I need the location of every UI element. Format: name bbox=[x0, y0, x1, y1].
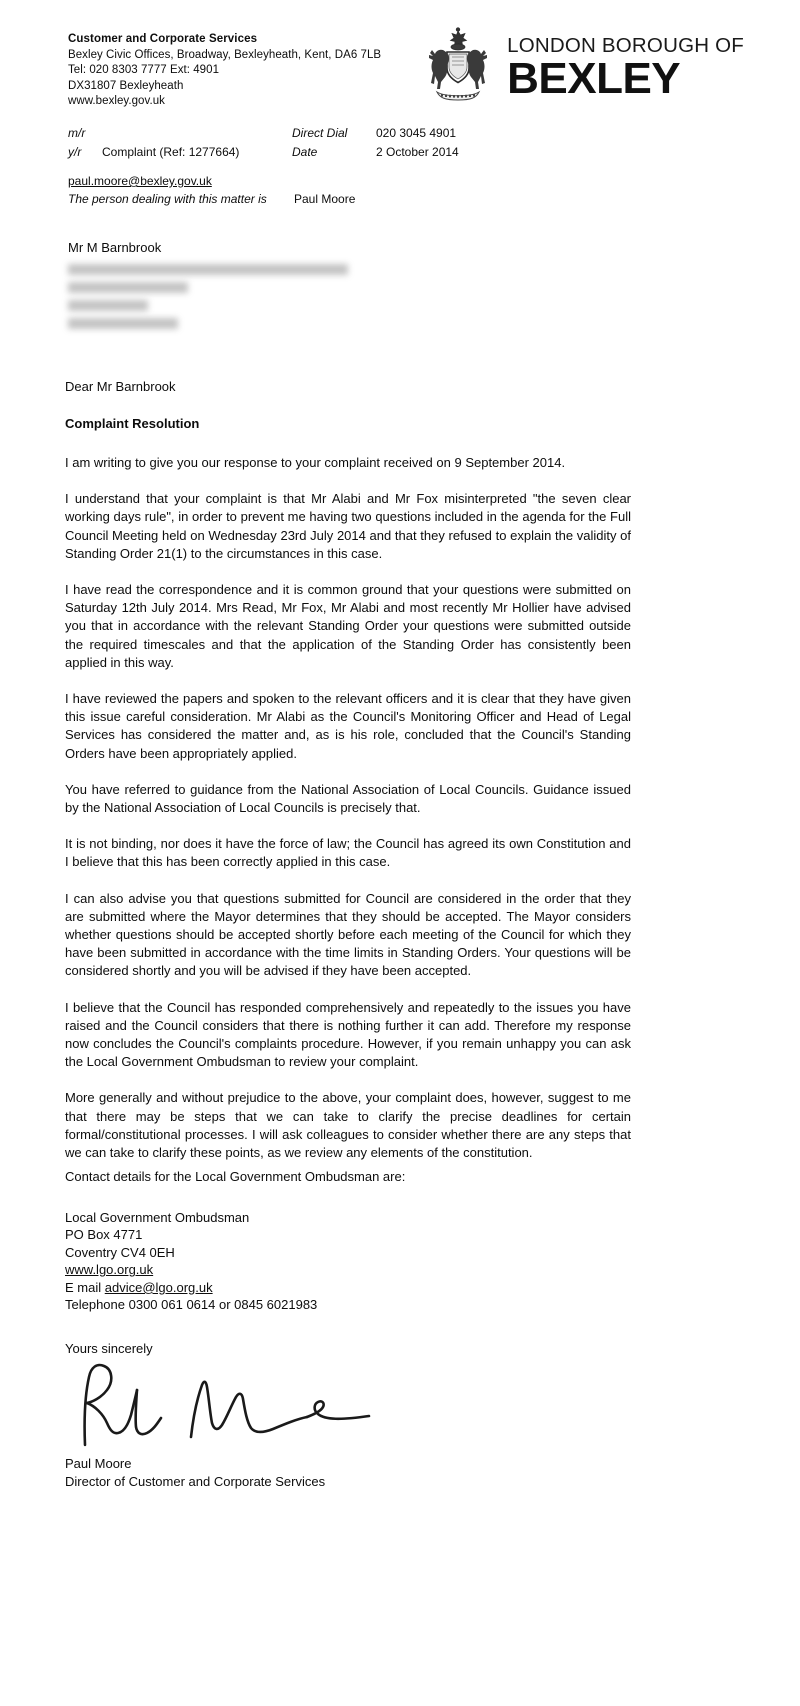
ombudsman-email-label: E mail bbox=[65, 1279, 105, 1295]
your-ref-label: y/r bbox=[68, 145, 82, 159]
contact-intro: Contact details for the Local Government Ombudsman are: bbox=[65, 1169, 406, 1185]
person-dealing-row bbox=[68, 192, 355, 206]
body-paragraph: I have read the correspondence and it is common ground that your questions were submitted on Saturday 12th July 2014. Mrs Read, Mr Fox, Mr Alabi and most recently Mr Hollier have advised you that in accordance with the relevant Standing Order your questions were submitted outside the required timescales and that the application of the Standing Order has consistently been applied in this way. bbox=[65, 582, 631, 670]
bexley-logo bbox=[419, 26, 744, 110]
our-ref-label: m/r bbox=[68, 126, 86, 140]
person-dealing-name: Paul Moore bbox=[294, 192, 356, 206]
reference-row-our-ref bbox=[68, 126, 668, 145]
letterhead-department: Customer and Corporate Services bbox=[68, 33, 258, 45]
ombudsman-name: Local Government Ombudsman bbox=[65, 1209, 250, 1225]
date-label: Date bbox=[292, 145, 318, 159]
your-ref-value: Complaint (Ref: 1277664) bbox=[102, 145, 240, 159]
signoff: Yours sincerely bbox=[65, 1341, 153, 1357]
body-paragraph: I can also advise you that questions submitted for Council are considered in the order that they are submitted where the Mayor determines that they should be accepted. The Mayor considers whether questions should be accepted shortly before each meeting of the Council for which they have been submitted in accordance with the time limits in Standing Orders. Your questions will be considered shortly and you will be advised if they have been accepted. bbox=[65, 890, 631, 979]
coat-of-arms-icon bbox=[419, 26, 497, 110]
paragraph-list bbox=[65, 454, 631, 1162]
reference-row-your-ref bbox=[68, 145, 668, 164]
body-paragraph: I understand that your complaint is that Mr Alabi and Mr Fox misinterpreted "the seven clear working days rule", in order to prevent me having two questions included in the agenda for the Full Council Meeting held on Wednesday 23rd July 2014 and that they refused to explain the validity of Standing Order 21(1) to the circumstances in this case. bbox=[65, 491, 631, 561]
body-paragraph: More generally and without prejudice to the above, your complaint does, however, suggest to me that there may be steps that we can take to clarify the precise deadlines for certain formal/constitutional processes. I will ask colleagues to consider whether there are any steps that we can take to clarify these points, as we review any elements of the constitution. bbox=[65, 1090, 631, 1161]
letterhead bbox=[68, 32, 448, 110]
body-paragraph: I believe that the Council has responded comprehensively and repeatedly to the issues you have raised and the Council considers that there is nothing further it can add. Therefore my response now concludes the Council's complaints procedure. However, if you remain unhappy you can ask the Local Government Ombudsman to review your complaint. bbox=[65, 999, 631, 1070]
subject-heading: Complaint Resolution bbox=[65, 416, 200, 431]
signature-area bbox=[65, 1359, 631, 1455]
addressee-name: Mr M Barnbrook bbox=[68, 240, 162, 255]
letterhead-address: Bexley Civic Offices, Broadway, Bexleyheath, Kent, DA6 7LB bbox=[68, 48, 382, 61]
redacted-address-line bbox=[68, 318, 178, 329]
addressee-block bbox=[68, 239, 348, 329]
logo-wordmark bbox=[507, 33, 744, 104]
letter-body bbox=[65, 378, 631, 1490]
body-paragraph: It is not binding, nor does it have the force of law; the Council has agreed its own Constitution and I believe that this has been correctly applied in this case. bbox=[65, 836, 631, 870]
redacted-address-line bbox=[68, 282, 188, 293]
redacted-address-line bbox=[68, 300, 148, 311]
handwritten-signature-icon bbox=[73, 1359, 393, 1451]
redacted-address-line bbox=[68, 264, 348, 275]
logo-bottom-line: BEXLEY bbox=[507, 54, 681, 104]
direct-dial-label: Direct Dial bbox=[292, 126, 348, 140]
signature-title: Director of Customer and Corporate Services bbox=[65, 1473, 326, 1489]
ombudsman-website-link[interactable]: www.lgo.org.uk bbox=[65, 1262, 154, 1278]
salutation: Dear Mr Barnbrook bbox=[65, 379, 176, 394]
body-paragraph: I am writing to give you our response to your complaint received on 9 September 2014. bbox=[65, 455, 566, 470]
addressee-redacted-address bbox=[68, 264, 348, 329]
letterhead-telephone: Tel: 020 8303 7777 Ext: 4901 bbox=[68, 64, 220, 76]
date-value: 2 October 2014 bbox=[376, 145, 459, 159]
ombudsman-telephone: Telephone 0300 061 0614 or 0845 6021983 bbox=[65, 1297, 318, 1313]
ombudsman-city: Coventry CV4 0EH bbox=[65, 1244, 175, 1260]
logo-top-line: LONDON BOROUGH OF bbox=[507, 33, 744, 57]
ombudsman-email-link[interactable]: advice@lgo.org.uk bbox=[104, 1279, 213, 1295]
ombudsman-contact-block bbox=[65, 1209, 631, 1315]
letterhead-dx: DX31807 Bexleyheath bbox=[68, 79, 184, 92]
signature-name: Paul Moore bbox=[65, 1456, 132, 1472]
person-dealing-label: The person dealing with this matter is bbox=[68, 192, 267, 206]
reference-block bbox=[68, 126, 668, 164]
body-paragraph: I have reviewed the papers and spoken to the relevant officers and it is clear that they have given this issue careful consideration. Mr Alabi as the Council's Monitoring Officer and Head of Legal Services has considered the matter and, as is his role, concluded that the Council's Standing Orders have been appropriately applied. bbox=[65, 691, 631, 761]
body-paragraph: You have referred to guidance from the National Association of Local Councils. Guidance issued by the National Association of Local Councils is precisely that. bbox=[65, 781, 631, 816]
ombudsman-po-box: PO Box 4771 bbox=[65, 1227, 143, 1243]
sender-email[interactable]: paul.moore@bexley.gov.uk bbox=[68, 174, 212, 188]
direct-dial-value: 020 3045 4901 bbox=[376, 126, 457, 140]
letterhead-website: www.bexley.gov.uk bbox=[68, 95, 165, 107]
